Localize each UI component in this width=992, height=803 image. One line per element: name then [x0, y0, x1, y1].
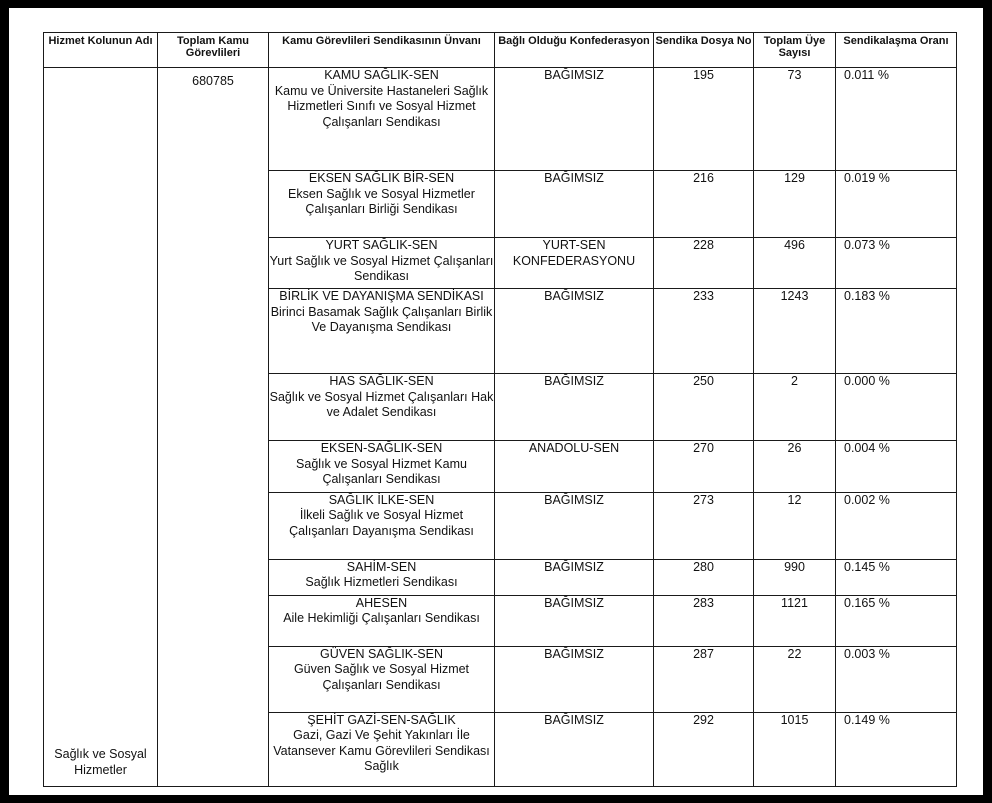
confederation: BAĞIMSIZ — [495, 492, 654, 559]
unionization-ratio: 0.003 % — [836, 646, 957, 712]
hizmet-kolu-cell — [44, 68, 158, 787]
union-name-cell — [269, 595, 495, 646]
header-sendikalasma-orani: Sendikalaşma Oranı — [836, 33, 957, 68]
unionization-ratio: 0.000 % — [836, 374, 957, 441]
member-count: 12 — [754, 492, 836, 559]
header-dosya-no: Sendika Dosya No — [654, 33, 754, 68]
header-hizmet-kolu: Hizmet Kolunun Adı — [44, 33, 158, 68]
member-count: 73 — [754, 68, 836, 171]
member-count: 1121 — [754, 595, 836, 646]
member-count: 2 — [754, 374, 836, 441]
union-name-cell — [269, 712, 495, 786]
union-full-title: Birinci Basamak Sağlık Çalışanları Birlik Ve Dayanışma Sendikası — [270, 304, 493, 335]
union-short-name: EKSEN-SAĞLIK-SEN — [320, 441, 443, 456]
member-count: 496 — [754, 238, 836, 289]
toplam-kamu-gorevlileri: 680785 — [158, 68, 269, 787]
confederation: BAĞIMSIZ — [495, 559, 654, 595]
header-konfederasyon: Bağlı Olduğu Konfederasyon — [495, 33, 654, 68]
unionization-ratio: 0.073 % — [836, 238, 957, 289]
file-no: 195 — [654, 68, 754, 171]
unionization-ratio: 0.002 % — [836, 492, 957, 559]
unionization-ratio: 0.183 % — [836, 289, 957, 374]
file-no: 283 — [654, 595, 754, 646]
union-full-title: Sağlık ve Sosyal Hizmet Çalışanları Hak ve Adalet Sendikası — [269, 389, 494, 420]
union-full-title: İlkeli Sağlık ve Sosyal Hizmet Çalışanları Dayanışma Sendikası — [289, 508, 474, 538]
header-toplam-kamu: Toplam Kamu Görevlileri — [158, 33, 269, 68]
union-name-cell — [269, 646, 495, 712]
member-count: 129 — [754, 171, 836, 238]
confederation: BAĞIMSIZ — [495, 646, 654, 712]
file-no: 287 — [654, 646, 754, 712]
confederation: BAĞIMSIZ — [495, 68, 654, 171]
table-row — [44, 68, 957, 171]
union-name-cell — [269, 238, 495, 289]
union-short-name: BİRLİK VE DAYANIŞMA SENDİKASI — [279, 289, 484, 304]
union-full-title: Gazi, Gazi Ve Şehit Yakınları İle Vatansever Kamu Görevlileri Sendikası Sağlık — [273, 728, 490, 774]
union-name-cell — [269, 68, 495, 171]
union-name-cell — [269, 171, 495, 238]
file-no: 233 — [654, 289, 754, 374]
union-short-name: KAMU SAĞLIK-SEN — [324, 68, 439, 82]
union-full-title: Kamu ve Üniversite Hastaneleri Sağlık Hizmetleri Sınıfı ve Sosyal Hizmet Çalışanları Sendikası — [274, 83, 489, 129]
header-row — [44, 33, 957, 68]
file-no: 273 — [654, 492, 754, 559]
member-count: 26 — [754, 441, 836, 492]
unionization-ratio: 0.004 % — [836, 441, 957, 492]
union-short-name: HAS SAĞLIK-SEN — [329, 374, 434, 389]
unionization-ratio: 0.011 % — [836, 68, 957, 171]
union-table — [43, 32, 957, 787]
union-name-cell — [269, 559, 495, 595]
union-short-name: YURT SAĞLIK-SEN — [325, 238, 438, 253]
header-sendika-unvani: Kamu Görevlileri Sendikasının Ünvanı — [269, 33, 495, 68]
confederation: YURT-SEN KONFEDERASYONU — [495, 238, 654, 289]
union-name-cell — [269, 492, 495, 559]
union-name-cell — [269, 441, 495, 492]
union-short-name: EKSEN SAĞLIK BİR-SEN — [308, 171, 455, 186]
confederation: ANADOLU-SEN — [495, 441, 654, 492]
document-page — [9, 8, 983, 795]
confederation: BAĞIMSIZ — [495, 712, 654, 786]
unionization-ratio: 0.019 % — [836, 171, 957, 238]
union-short-name: SAĞLIK İLKE-SEN — [328, 492, 435, 507]
file-no: 292 — [654, 712, 754, 786]
confederation: BAĞIMSIZ — [495, 595, 654, 646]
union-short-name: ŞEHİT GAZİ-SEN-SAĞLIK — [307, 712, 456, 727]
confederation: BAĞIMSIZ — [495, 289, 654, 374]
confederation: BAĞIMSIZ — [495, 374, 654, 441]
member-count: 1015 — [754, 712, 836, 786]
union-full-title: Sağlık Hizmetleri Sendikası — [305, 575, 458, 590]
file-no: 250 — [654, 374, 754, 441]
member-count: 22 — [754, 646, 836, 712]
file-no: 216 — [654, 171, 754, 238]
unionization-ratio: 0.165 % — [836, 595, 957, 646]
member-count: 990 — [754, 559, 836, 595]
header-uye-sayisi: Toplam Üye Sayısı — [754, 33, 836, 68]
union-full-title: Yurt Sağlık ve Sosyal Hizmet Çalışanları Sendikası — [269, 253, 494, 284]
unionization-ratio: 0.145 % — [836, 559, 957, 595]
member-count: 1243 — [754, 289, 836, 374]
hizmet-kolu-text: Sağlık ve Sosyal Hizmetler — [54, 747, 147, 777]
file-no: 280 — [654, 559, 754, 595]
union-full-title: Aile Hekimliği Çalışanları Sendikası — [283, 611, 480, 626]
union-short-name: AHESEN — [355, 595, 408, 610]
file-no: 228 — [654, 238, 754, 289]
union-name-cell — [269, 289, 495, 374]
confederation: BAĞIMSIZ — [495, 171, 654, 238]
unionization-ratio: 0.149 % — [836, 712, 957, 786]
union-full-title: Sağlık ve Sosyal Hizmet Kamu Çalışanları Sendikası — [296, 456, 467, 487]
file-no: 270 — [654, 441, 754, 492]
union-name-cell — [269, 374, 495, 441]
union-short-name: SAHİM-SEN — [346, 559, 417, 574]
union-full-title: Güven Sağlık ve Sosyal Hizmet Çalışanları Sendikası — [293, 662, 470, 692]
union-short-name: GÜVEN SAĞLIK-SEN — [320, 646, 443, 661]
union-full-title: Eksen Sağlık ve Sosyal Hizmetler Çalışanları Birliği Sendikası — [288, 186, 475, 217]
